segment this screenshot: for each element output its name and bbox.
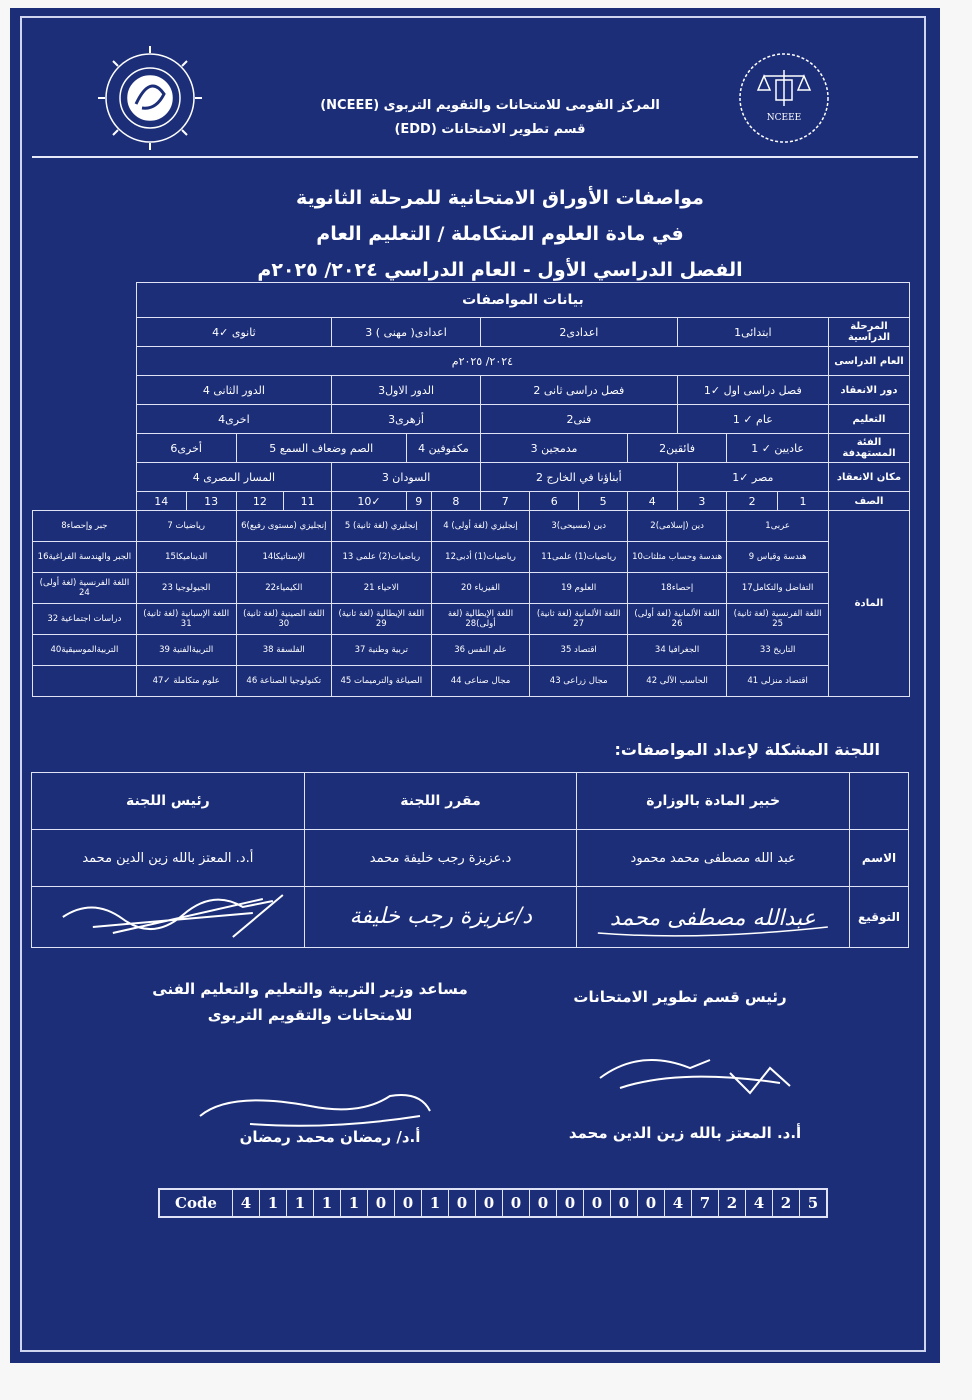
code-digit: 1 xyxy=(314,1190,341,1216)
code-digit: 4 xyxy=(233,1190,260,1216)
subject-cell: العلوم 19 xyxy=(530,573,628,604)
code-digit: 5 xyxy=(807,1194,819,1212)
code-digit: 0 xyxy=(584,1190,611,1216)
grade-cell: 2 xyxy=(727,492,778,511)
nceee-emblem-logo-icon xyxy=(96,44,204,152)
code-digit: 2 xyxy=(719,1190,746,1216)
title-line-1: مواصفات الأوراق الامتحانية للمرحلة الثانوية xyxy=(296,187,704,209)
subject-cell: علوم متكاملة ✓47 xyxy=(136,666,236,697)
subject-cell: الحاسب الآلى 42 xyxy=(627,666,726,697)
subject-cell: الفيزياء 20 xyxy=(431,573,530,604)
document-page xyxy=(10,8,940,1363)
grade-label: الصف xyxy=(829,492,910,511)
subject-cell: الكيمياء22 xyxy=(236,573,331,604)
stage-option: ابتدائى1 xyxy=(677,318,828,347)
subject-cell: اللغة الإيطالية (لغة أولى)28 xyxy=(431,604,530,635)
session-label: دور الانعقاد xyxy=(829,376,910,405)
target-row xyxy=(33,434,910,463)
place-option: السودان 3 xyxy=(331,463,480,492)
target-option: مدمجين 3 xyxy=(481,434,628,463)
subject-cell: الجغرافيا 34 xyxy=(627,635,726,666)
expert-column-header: خبير المادة بالوزارة xyxy=(577,773,850,830)
session-option: الدور الثانى 4 xyxy=(136,376,331,405)
subject-cell: رياضيات(2) علمى 13 xyxy=(331,542,431,573)
subject-cell: دين (إسلامى)2 xyxy=(627,511,726,542)
specs-heading: بيانات المواصفات xyxy=(136,283,909,318)
subject-cell: جبر وإحصاء8 xyxy=(33,511,137,542)
code-digit: 0 xyxy=(449,1190,476,1216)
exam-dev-head-title: رئيس قسم تطوير الامتحانات xyxy=(573,988,787,1006)
code-digit: 7 xyxy=(692,1190,719,1216)
subject-cell: هندسة وقياس 9 xyxy=(727,542,829,573)
subject-cell: الجيولوجيا 23 xyxy=(136,573,236,604)
education-row xyxy=(33,405,910,434)
target-option: الصم وضعاف السمع 5 xyxy=(236,434,406,463)
grade-cell: 12 xyxy=(236,492,284,511)
subject-cell: الإستاتيكا14 xyxy=(236,542,331,573)
stage-option: اعدادى( مهنى ) 3 xyxy=(331,318,480,347)
code-digit: 0 xyxy=(638,1190,665,1216)
code-label: Code xyxy=(160,1190,233,1216)
place-option: المسار المصرى 4 xyxy=(136,463,331,492)
department-name: قسم تطوير الامتحانات (EDD) xyxy=(394,122,586,137)
target-option: مكفوفين 4 xyxy=(406,434,480,463)
place-label: مكان الانعقاد xyxy=(829,463,910,492)
code-digit: 0 xyxy=(395,1190,422,1216)
document-code xyxy=(158,1188,828,1218)
name-label: الاسم xyxy=(850,830,909,887)
expert-signature-image xyxy=(577,887,849,943)
grade-cell: 5 xyxy=(579,492,628,511)
expert-signature-text: عبدالله مصطفى محمد xyxy=(610,906,817,931)
institution-name: المركز القومى للامتحانات والتقويم التربوى (NCEEE) xyxy=(320,98,660,113)
session-option: فصل دراسى ثانى 2 xyxy=(481,376,678,405)
signature-label: التوقيع xyxy=(850,887,909,948)
code-digit: 0 xyxy=(368,1190,395,1216)
session-option: فصل دراسى اول ✓1 xyxy=(677,376,828,405)
committee-table xyxy=(31,772,909,948)
code-digit: 1 xyxy=(260,1190,287,1216)
code-digit: 0 xyxy=(530,1190,557,1216)
grade-cell: 14 xyxy=(136,492,186,511)
exam-dev-head-name: أ.د. المعتز بالله زين الدين محمد xyxy=(568,1124,802,1142)
subject-cell: اقتصاد منزلى 41 xyxy=(727,666,829,697)
subject-cell: إنجليزي (لغة ثانية) 5 xyxy=(331,511,431,542)
education-option: أزهرى3 xyxy=(331,405,480,434)
stage-row xyxy=(33,318,910,347)
nceee-scales-logo-icon xyxy=(730,46,838,154)
head-signature-scribble-icon xyxy=(32,887,304,943)
subject-cell: رياضيات(1) أدبى12 xyxy=(431,542,530,573)
target-option: عاديين ✓ 1 xyxy=(727,434,829,463)
subject-cell: اللغة الألمانية (لغة ثانية) 27 xyxy=(530,604,628,635)
rapporteur-signature-image xyxy=(305,887,577,943)
subject-label: المادة xyxy=(829,511,910,697)
grade-cell: 8 xyxy=(431,492,480,511)
subject-cell: تربية وطنية 37 xyxy=(331,635,431,666)
expert-signature xyxy=(577,887,850,948)
subject-cell: دين (مسيحى)3 xyxy=(530,511,628,542)
subject-cell: دراسات اجتماعية 32 xyxy=(33,604,137,635)
deputy-title-line-1: مساعد وزير التربية والتعليم والتعليم الفنى xyxy=(152,980,468,998)
subject-cell: التاريخ 33 xyxy=(727,635,829,666)
education-option: فنى2 xyxy=(481,405,678,434)
education-option: عام ✓ 1 xyxy=(677,405,828,434)
subject-cell xyxy=(33,666,137,697)
session-option: الدور الاول3 xyxy=(331,376,480,405)
deputy-name: أ.د/ رمضان محمد رمضان xyxy=(239,1128,421,1146)
subject-cell: إنجليزي (لغة أولى) 4 xyxy=(431,511,530,542)
stage-option: اعدادى2 xyxy=(481,318,678,347)
subject-cell: التربيةالفنية 39 xyxy=(136,635,236,666)
code-digit: 0 xyxy=(557,1190,584,1216)
deputy-title-line-2: للامتحانات والتقويم التربوى xyxy=(207,1006,413,1024)
subject-cell: اللغة الألمانية (لغة أولى) 26 xyxy=(627,604,726,635)
rapporteur-signature-text: د/عزيزة رجب خليفة xyxy=(349,904,532,929)
subject-row xyxy=(33,666,910,697)
title-line-3: الفصل الدراسي الأول - العام الدراسي ٢٠٢٤/ ٢٠٢٥م xyxy=(257,259,743,281)
place-row xyxy=(33,463,910,492)
subject-cell: اللغة الإيطالية (لغة ثانية) 29 xyxy=(331,604,431,635)
subject-cell: اللغة الإسبانية (لغة ثانية) 31 xyxy=(136,604,236,635)
code-digit: 1 xyxy=(287,1190,314,1216)
subject-cell: الصياغة والترميمات 45 xyxy=(331,666,431,697)
subject-cell: إحصاء18 xyxy=(627,573,726,604)
stage-option: ثانوى ✓4 xyxy=(136,318,331,347)
subject-cell: هندسة وحساب مثلثات10 xyxy=(627,542,726,573)
grade-cell: ✓10 xyxy=(331,492,406,511)
subject-cell: اللغة الصينية (لغة ثانية) 30 xyxy=(236,604,331,635)
header-divider xyxy=(32,156,918,158)
grade-row xyxy=(33,492,910,511)
head-name: أ.د. المعتز بالله زين الدين محمد xyxy=(32,830,305,887)
subject-cell: مجال زراعى 43 xyxy=(530,666,628,697)
code-digit: 4 xyxy=(746,1190,773,1216)
document-title xyxy=(190,180,810,288)
year-value: ٢٠٢٤/ ٢٠٢٥م xyxy=(136,347,828,376)
subject-cell: اقتصاد 35 xyxy=(530,635,628,666)
grade-cell: 6 xyxy=(530,492,579,511)
education-label: التعليم xyxy=(829,405,910,434)
target-option: أخرى6 xyxy=(136,434,236,463)
specifications-table xyxy=(32,282,910,697)
subject-row xyxy=(33,635,910,666)
place-option: مصر ✓1 xyxy=(677,463,828,492)
code-digit: 4 xyxy=(665,1190,692,1216)
code-digit: 2 xyxy=(773,1190,800,1216)
subject-row xyxy=(33,573,910,604)
subject-cell: رياضيات(1) علمى11 xyxy=(530,542,628,573)
head-signature xyxy=(32,887,305,948)
subjects-grid xyxy=(33,511,910,697)
code-digit: 0 xyxy=(611,1190,638,1216)
subject-row xyxy=(33,542,910,573)
code-digit: 0 xyxy=(476,1190,503,1216)
subject-cell: الفلسفة 38 xyxy=(236,635,331,666)
grade-cell: 4 xyxy=(627,492,677,511)
subject-cell: اللغة الفرنسية (لغة ثانية) 25 xyxy=(727,604,829,635)
head-column-header: رئيس اللجنة xyxy=(32,773,305,830)
code-digit: 1 xyxy=(422,1190,449,1216)
rapporteur-signature xyxy=(304,887,577,948)
subject-cell: اللغة الفرنسية (لغة أولى) 24 xyxy=(33,573,137,604)
grade-cell: 3 xyxy=(677,492,727,511)
subject-cell: الجبر والهندسة الفراغية16 xyxy=(33,542,137,573)
target-label: الفئة المستهدفة xyxy=(829,434,910,463)
subject-cell: رياضيات 7 xyxy=(136,511,236,542)
grade-cell: 11 xyxy=(284,492,332,511)
deputy-minister-title xyxy=(110,976,510,1028)
place-option: أبناؤنا في الخارج 2 xyxy=(481,463,678,492)
session-row xyxy=(33,376,910,405)
subject-cell: تكنولوجيا الصناعة 46 xyxy=(236,666,331,697)
rapporteur-name: د.عزيزة رجب خليفة محمد xyxy=(304,830,577,887)
subject-row xyxy=(33,604,910,635)
subject-cell: عربى1 xyxy=(727,511,829,542)
subject-cell: الاحياء 21 xyxy=(331,573,431,604)
rapporteur-column-header: مقرر اللجنة xyxy=(304,773,577,830)
year-row xyxy=(33,347,910,376)
code-digit: 1 xyxy=(341,1190,368,1216)
expert-name: عبد الله مصطفى محمد محمود xyxy=(577,830,850,887)
education-option: اخرى4 xyxy=(136,405,331,434)
target-option: فائقين2 xyxy=(627,434,726,463)
subject-cell: الديناميكا15 xyxy=(136,542,236,573)
exam-dev-head-signature-icon xyxy=(580,1038,800,1108)
year-label: العام الدراسى xyxy=(829,347,910,376)
subject-cell: مجال صناعى 44 xyxy=(431,666,530,697)
grade-cell: 13 xyxy=(186,492,236,511)
subject-row xyxy=(33,511,910,542)
subject-cell: التربيةالموسيقية40 xyxy=(33,635,137,666)
subject-cell: إنجليزي (مستوى رفيع)6 xyxy=(236,511,331,542)
grade-cell: 7 xyxy=(481,492,530,511)
stage-label: المرحلة الدراسية xyxy=(829,318,910,347)
committee-title: اللجنة المشكلة لإعداد المواصفات: xyxy=(614,740,880,759)
logo-nceee-text: NCEEE xyxy=(766,113,802,123)
subject-cell: علم النفس 36 xyxy=(431,635,530,666)
subject-cell: التفاضل والتكامل17 xyxy=(727,573,829,604)
institution-header xyxy=(320,94,660,142)
grade-cell: 9 xyxy=(406,492,431,511)
title-line-2: في مادة العلوم المتكاملة / التعليم العام xyxy=(316,223,684,245)
grade-cell: 1 xyxy=(778,492,829,511)
code-digit: 0 xyxy=(503,1190,530,1216)
